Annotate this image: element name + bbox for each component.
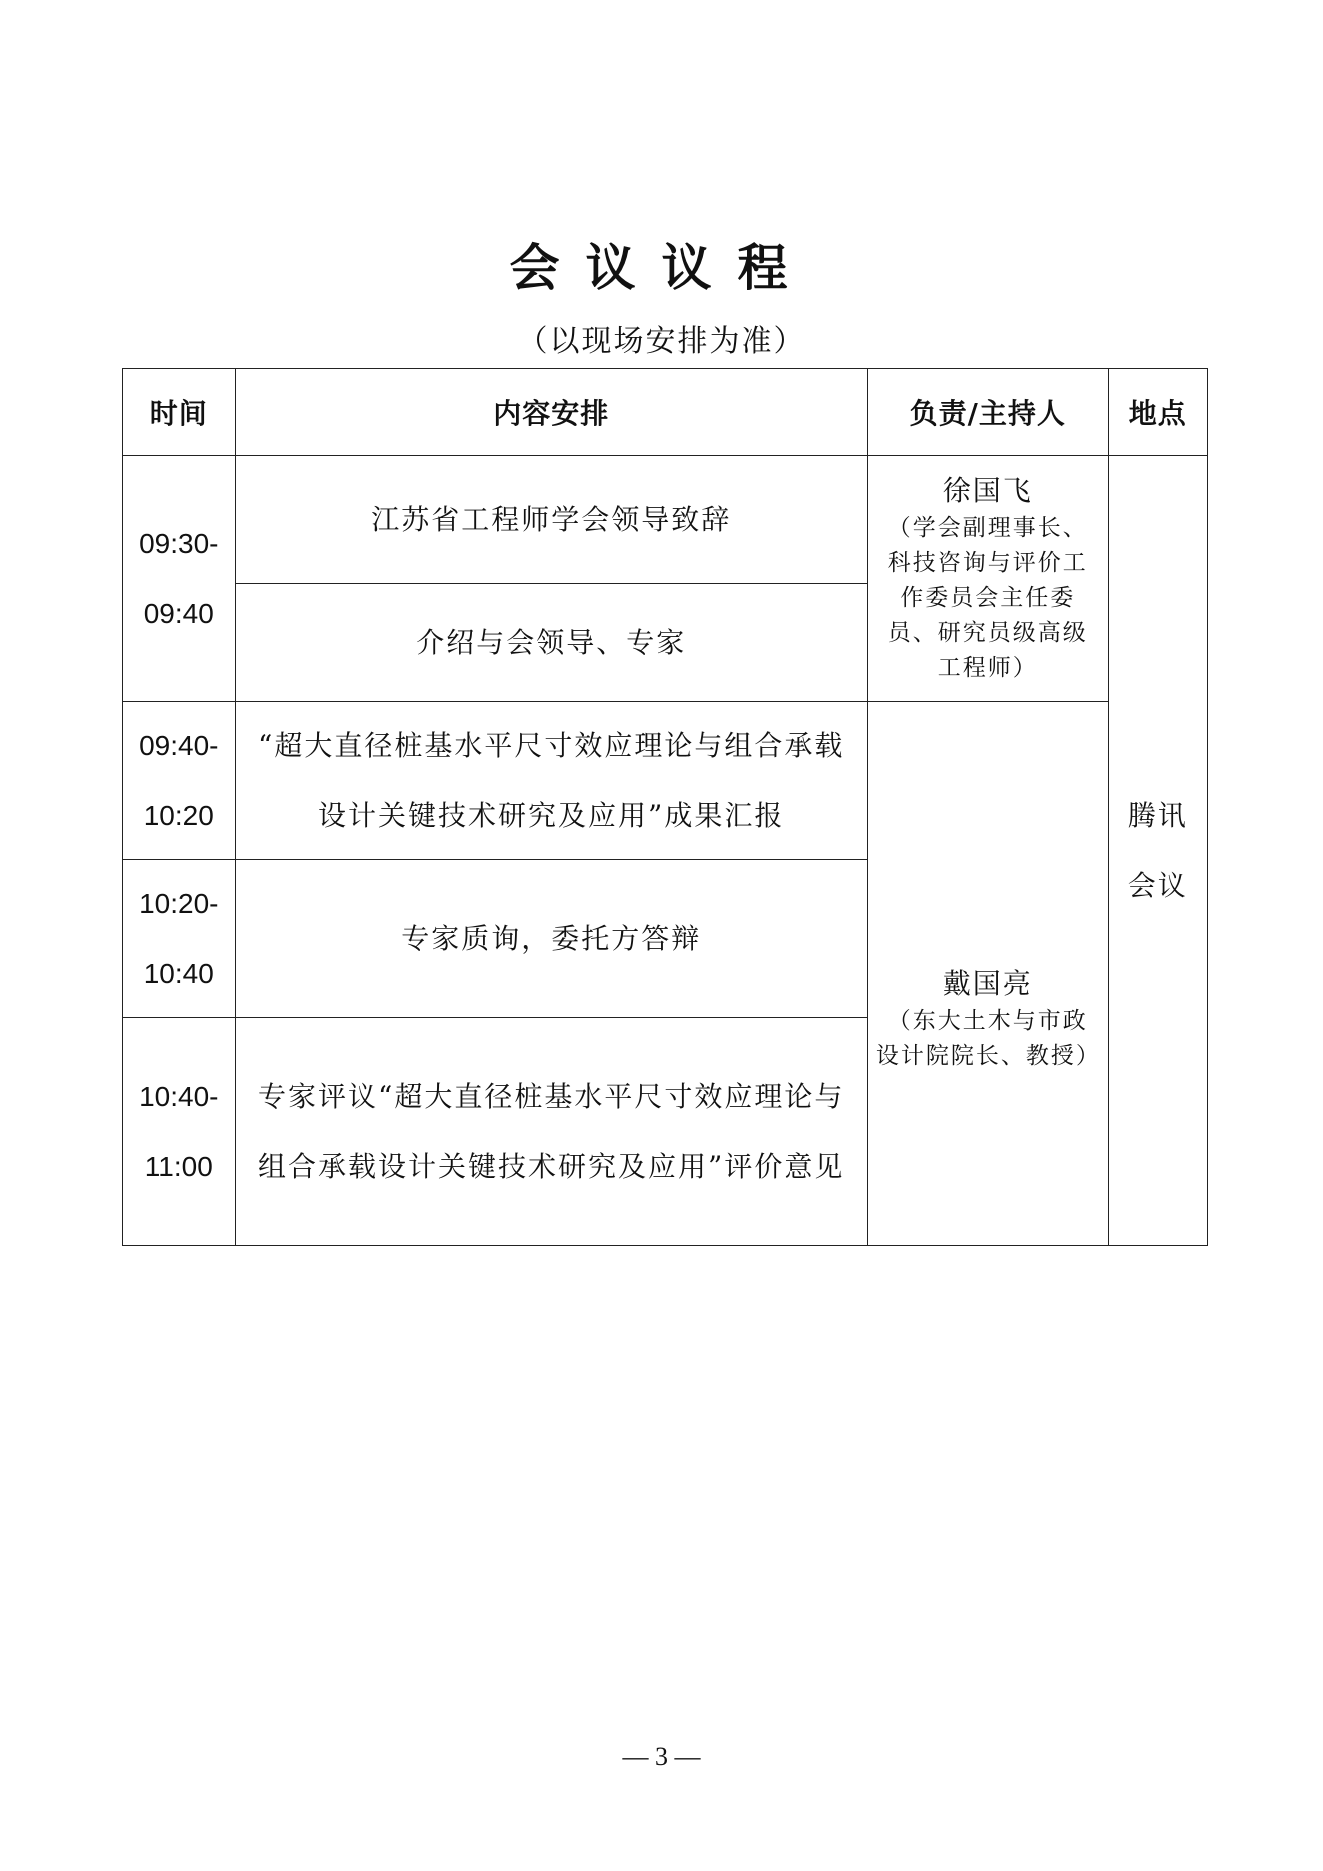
time-end: 09:40: [143, 597, 214, 629]
venue-label: 腾讯会议: [1127, 798, 1188, 902]
header-content: 内容安排: [235, 369, 867, 456]
host-role: （东大土木与市政设计院院长、教授）: [875, 1007, 1101, 1069]
header-host: 负责/主持人: [867, 369, 1108, 456]
agenda-table: [122, 368, 1208, 1246]
content-cell: 江苏省工程师学会领导致辞: [235, 456, 867, 584]
header-venue: 地点: [1108, 369, 1207, 456]
host-name: 徐国飞: [942, 474, 1033, 507]
host-cell: [867, 702, 1108, 1246]
page-number: — 3 —: [622, 1742, 701, 1771]
time-end: 10:40: [143, 957, 214, 989]
page-subtitle: （以现场安排为准）: [517, 324, 806, 359]
time-cell: [123, 1018, 236, 1246]
time-start: 09:30-: [139, 527, 219, 559]
time-start: 10:20-: [139, 887, 219, 919]
time-start: 09:40-: [139, 729, 219, 761]
content-cell: 专家评议“超大直径桩基水平尺寸效应理论与组合承载设计关键技术研究及应用”评价意见: [235, 1018, 867, 1246]
time-cell: [123, 860, 236, 1018]
table-header-row: [123, 369, 1208, 456]
venue-cell: [1108, 456, 1207, 1246]
time-end: 10:20: [143, 799, 214, 831]
time-start: 10:40-: [139, 1080, 219, 1112]
host-name: 戴国亮: [942, 966, 1033, 1000]
table-row: [123, 456, 1208, 584]
content-cell: 专家质询，委托方答辩: [235, 860, 867, 1018]
page-title: 会议议程: [509, 239, 814, 297]
content-cell: 介绍与会领导、专家: [235, 584, 867, 702]
table-row: [123, 702, 1208, 860]
host-role: （学会副理事长、科技咨询与评价工作委员会主任委员、研究员级高级工程师）: [887, 515, 1088, 681]
host-cell: [867, 456, 1108, 702]
time-cell: [123, 702, 236, 860]
time-end: 11:00: [144, 1150, 213, 1182]
content-cell: “超大直径桩基水平尺寸效应理论与组合承载设计关键技术研究及应用”成果汇报: [235, 702, 867, 860]
time-cell: [123, 456, 236, 702]
header-time: 时间: [123, 369, 236, 456]
